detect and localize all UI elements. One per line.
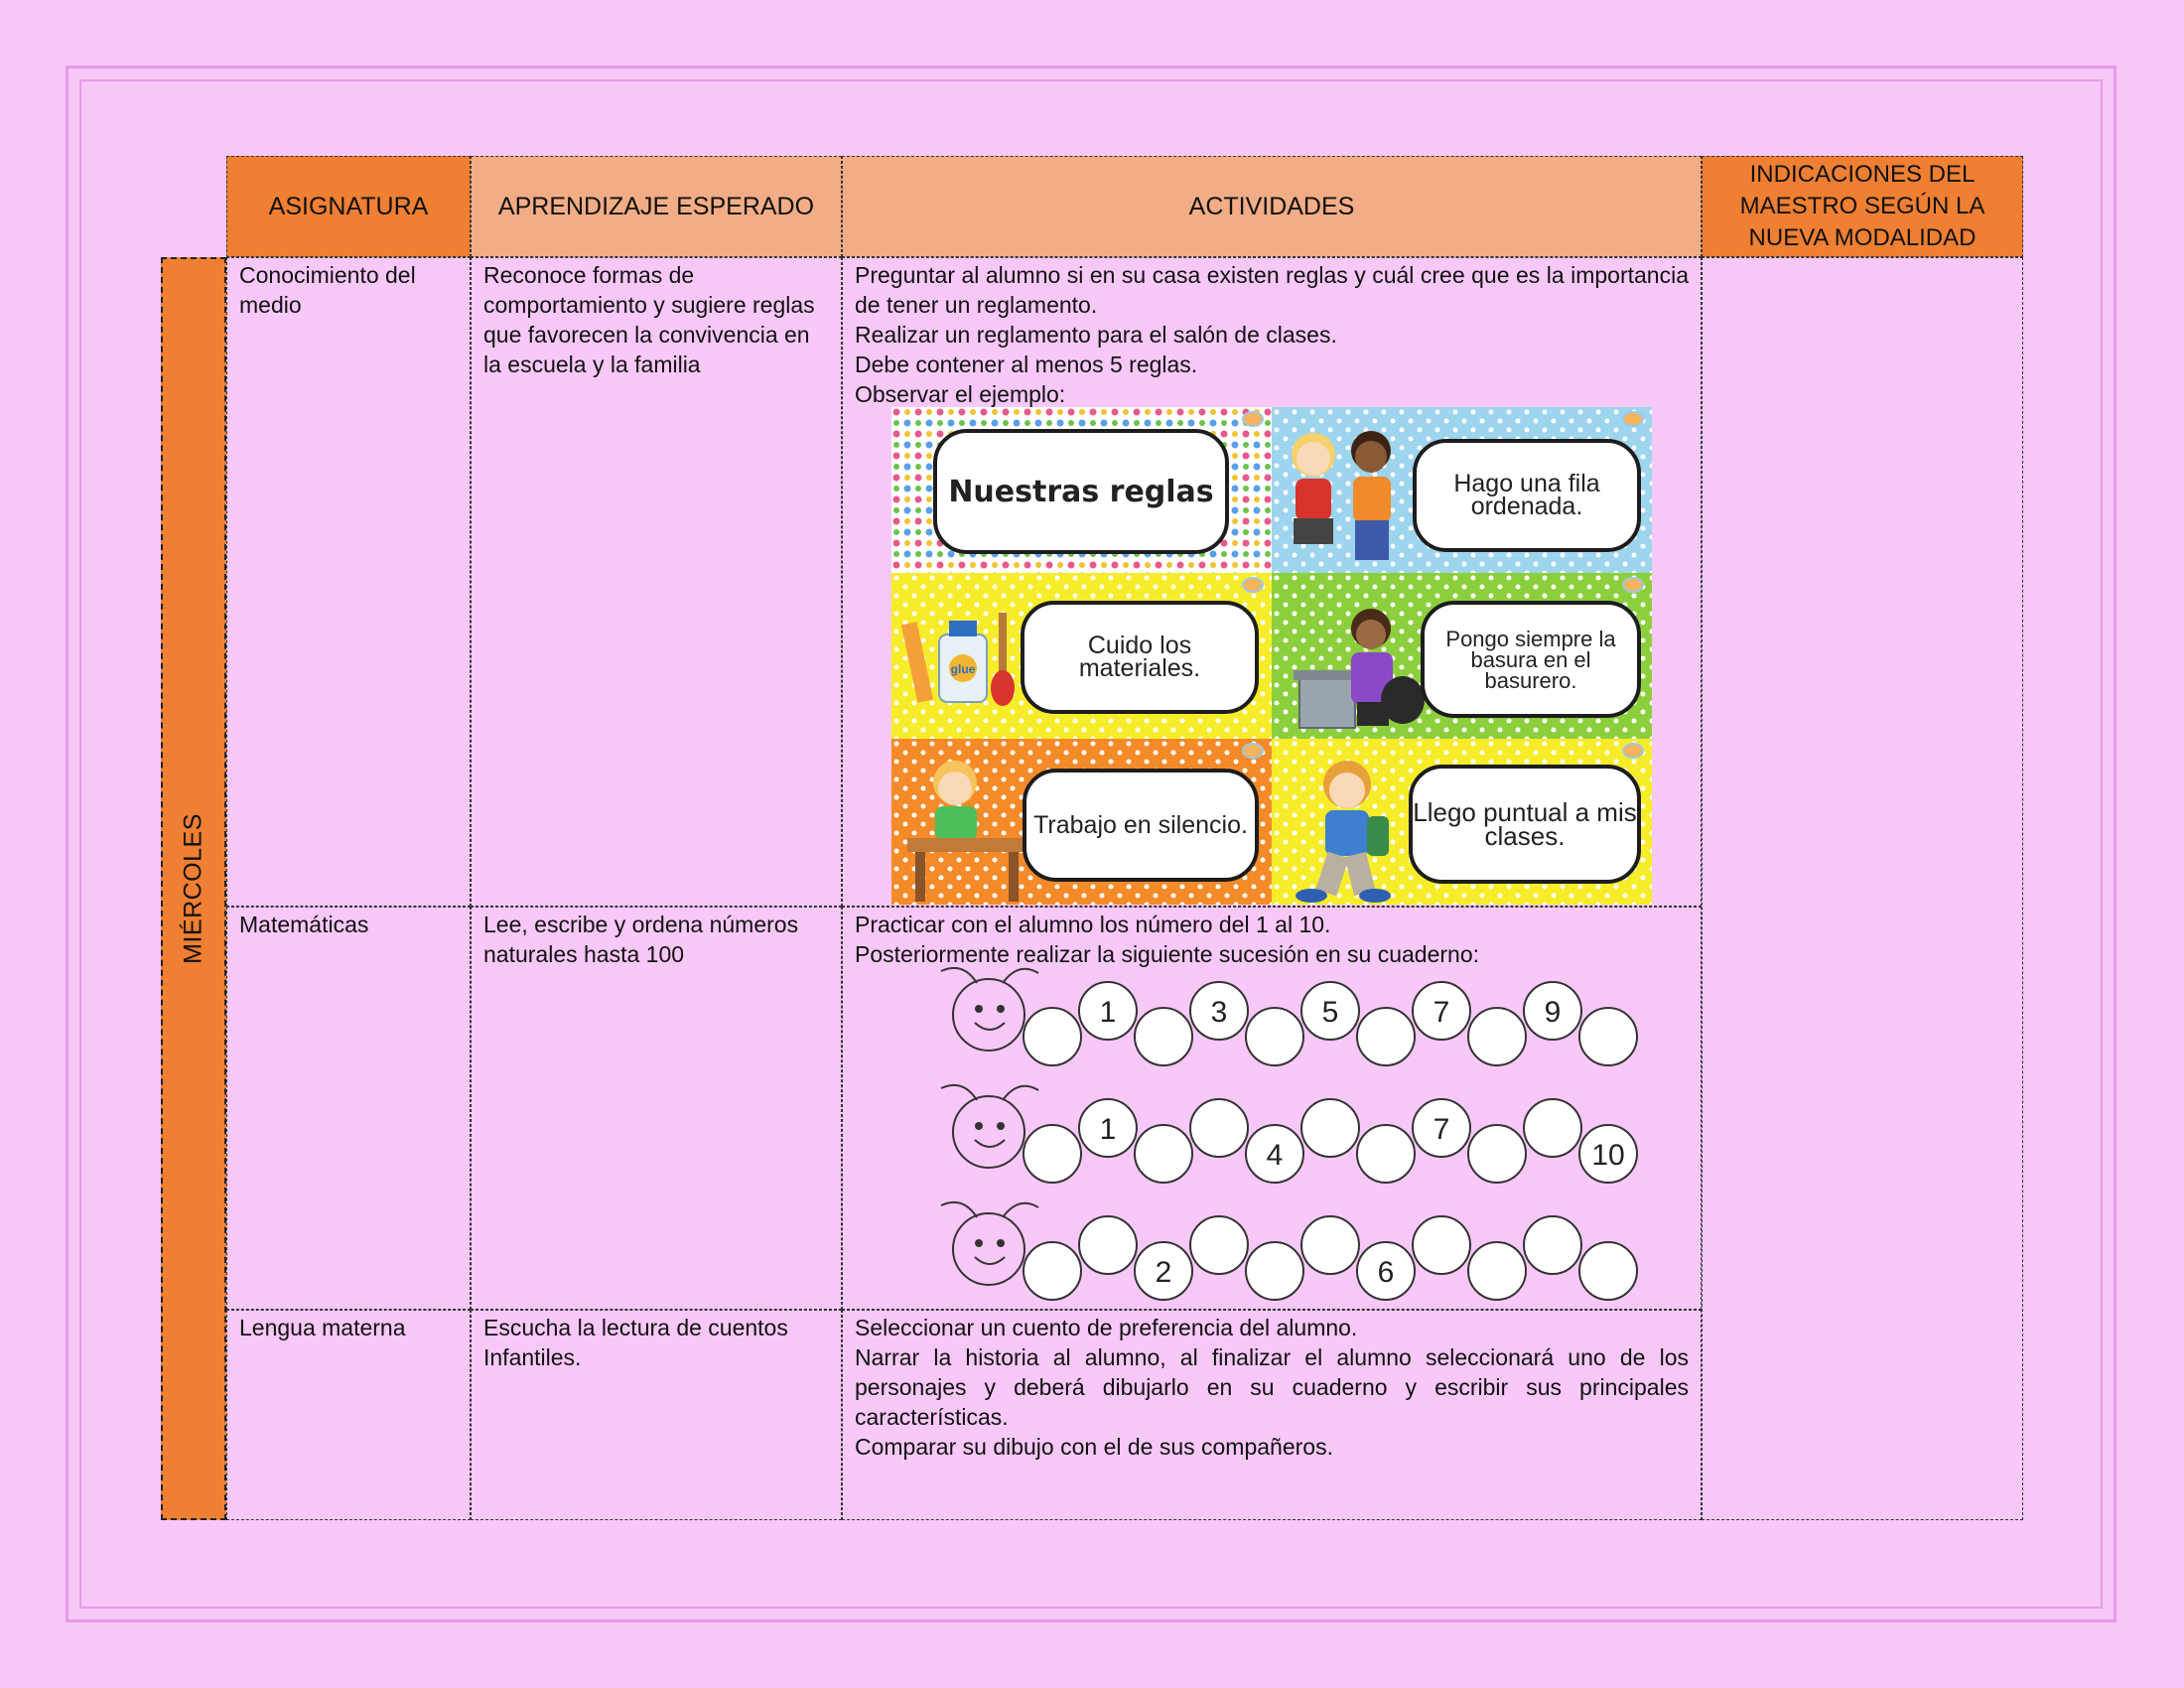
caterpillar-segment <box>1135 1125 1192 1183</box>
rules-illustration <box>891 407 1652 906</box>
header-teacher-notes: INDICACIONES DEL MAESTRO SEGÚN LA NUEVA MODALIDAD <box>1702 156 2023 257</box>
caterpillar-segment <box>1524 1216 1581 1274</box>
smile-icon <box>975 1257 1005 1264</box>
caterpillar-segment <box>1190 1099 1248 1157</box>
activity-line: Narrar la historia al alumno, al finalizar el alumno seleccionará uno de los personajes y deberá dibujarlo en su cuaderno y escribir sus principales características. <box>855 1344 1689 1430</box>
day-column <box>161 257 226 1520</box>
glue-label: glue <box>950 662 976 676</box>
antenna-icon <box>941 968 977 983</box>
caterpillar-segment <box>1301 1216 1359 1274</box>
activity-line: Preguntar al alumno si en su casa existen reglas y cuál cree que es la importancia de tener un reglamento. <box>855 262 1689 318</box>
caterpillar-segment <box>1468 1242 1526 1300</box>
row-1-subject <box>226 257 471 907</box>
eye-icon <box>997 1239 1005 1247</box>
logo-badge-icon <box>1622 411 1644 427</box>
antenna-icon <box>1003 969 1038 983</box>
logo-badge-icon <box>1242 577 1264 593</box>
caterpillar-segment <box>1357 1008 1415 1065</box>
logo-badge-icon <box>1622 577 1644 593</box>
eye-icon <box>997 1122 1005 1130</box>
caterpillar-head-icon <box>953 979 1024 1051</box>
activity-line: Observar el ejemplo: <box>855 381 1066 407</box>
caterpillar-segment <box>1246 1242 1303 1300</box>
rules-title-card <box>891 407 1272 573</box>
activity-line: Debe contener al menos 5 reglas. <box>855 352 1198 377</box>
caterpillar-segment <box>1024 1125 1081 1183</box>
header-learning: APRENDIZAJE ESPERADO <box>471 156 842 257</box>
learning-text: Escucha la lectura de cuentos Infantiles. <box>483 1315 788 1370</box>
rule-text: Pongo siempre la basura en el basurero. <box>1421 601 1641 718</box>
caterpillar-segment <box>1413 1216 1470 1274</box>
activity-line: Realizar un reglamento para el salón de clases. <box>855 322 1337 348</box>
segment-number: 2 <box>1155 1256 1172 1289</box>
row-1-learning <box>471 257 842 907</box>
segment-number: 1 <box>1099 1113 1117 1146</box>
caterpillar-head-icon <box>953 1096 1024 1168</box>
smile-icon <box>975 1140 1005 1147</box>
caterpillar-segment <box>1190 1216 1248 1274</box>
segment-number: 7 <box>1433 1113 1450 1146</box>
segment-number: 4 <box>1266 1139 1284 1172</box>
eye-icon <box>975 1005 983 1013</box>
segment-number: 3 <box>1210 996 1228 1029</box>
antenna-icon <box>941 1085 977 1100</box>
teacher-notes-cell <box>1702 257 2023 1520</box>
logo-badge-icon <box>1622 743 1644 759</box>
rule-text: Trabajo en silencio. <box>1023 769 1259 882</box>
caterpillar-segment <box>1468 1008 1526 1065</box>
segment-number: 6 <box>1377 1256 1395 1289</box>
caterpillar-segment <box>1357 1125 1415 1183</box>
rule-card <box>1272 407 1652 573</box>
rule-card <box>1272 573 1652 739</box>
header-activities: ACTIVIDADES <box>842 156 1702 257</box>
rule-text: Hago una fila ordenada. <box>1413 439 1641 552</box>
activity-line: Posteriormente realizar la siguiente sucesión en su cuaderno: <box>855 941 1480 967</box>
segment-number: 10 <box>1591 1139 1625 1172</box>
subject-text: Matemáticas <box>239 912 369 937</box>
antenna-icon <box>1003 1086 1038 1100</box>
eye-icon <box>997 1005 1005 1013</box>
smile-icon <box>975 1023 1005 1030</box>
subject-text: Lengua materna <box>239 1315 406 1340</box>
caterpillar-segment <box>1135 1008 1192 1065</box>
caterpillar-segment <box>1524 1099 1581 1157</box>
caterpillar-segment <box>1301 1099 1359 1157</box>
day-label: MIÉRCOLES <box>179 813 207 964</box>
logo-badge-icon <box>1242 411 1264 427</box>
activity-line: Comparar su dibujo con el de sus compañeros. <box>855 1434 1333 1460</box>
segment-number: 1 <box>1099 996 1117 1029</box>
caterpillar <box>941 1085 1637 1183</box>
caterpillar-segment <box>1024 1008 1081 1065</box>
header-subject: ASIGNATURA <box>226 156 471 257</box>
caterpillar-segment <box>1468 1125 1526 1183</box>
row-3-subject <box>226 1310 471 1520</box>
row-3-activities <box>842 1310 1702 1520</box>
caterpillar-segment <box>1246 1008 1303 1065</box>
logo-badge-icon <box>1242 743 1264 759</box>
rule-card <box>891 573 1272 739</box>
segment-number: 9 <box>1544 996 1562 1029</box>
antenna-icon <box>941 1202 977 1217</box>
number-caterpillars <box>923 963 1625 1301</box>
rule-text: Llego puntual a mis clases. <box>1409 765 1641 884</box>
rule-card <box>891 739 1272 905</box>
activity-line: Practicar con el alumno los número del 1 al 10. <box>855 912 1331 937</box>
activity-line: Seleccionar un cuento de preferencia del alumno. <box>855 1315 1358 1340</box>
rules-title: Nuestras reglas <box>933 429 1229 554</box>
segment-number: 5 <box>1321 996 1339 1029</box>
row-2-subject <box>226 907 471 1310</box>
rule-card <box>1272 739 1652 905</box>
caterpillar-segment <box>1579 1242 1637 1300</box>
row-2-learning <box>471 907 842 1310</box>
eye-icon <box>975 1122 983 1130</box>
antenna-icon <box>1003 1203 1038 1217</box>
subject-text: Conocimiento del medio <box>239 262 416 318</box>
caterpillar-segment <box>1079 1216 1137 1274</box>
caterpillar-head-icon <box>953 1213 1024 1285</box>
caterpillar <box>941 1202 1637 1300</box>
row-3-learning <box>471 1310 842 1520</box>
eye-icon <box>975 1239 983 1247</box>
rule-text: Cuido los materiales. <box>1021 601 1259 714</box>
caterpillar-segment <box>1024 1242 1081 1300</box>
learning-text: Reconoce formas de comportamiento y sugiere reglas que favorecen la convivencia en la escuela y la familia <box>483 262 815 377</box>
learning-text: Lee, escribe y ordena números naturales hasta 100 <box>483 912 799 967</box>
caterpillar-segment <box>1579 1008 1637 1065</box>
segment-number: 7 <box>1433 996 1450 1029</box>
caterpillar <box>941 968 1637 1065</box>
